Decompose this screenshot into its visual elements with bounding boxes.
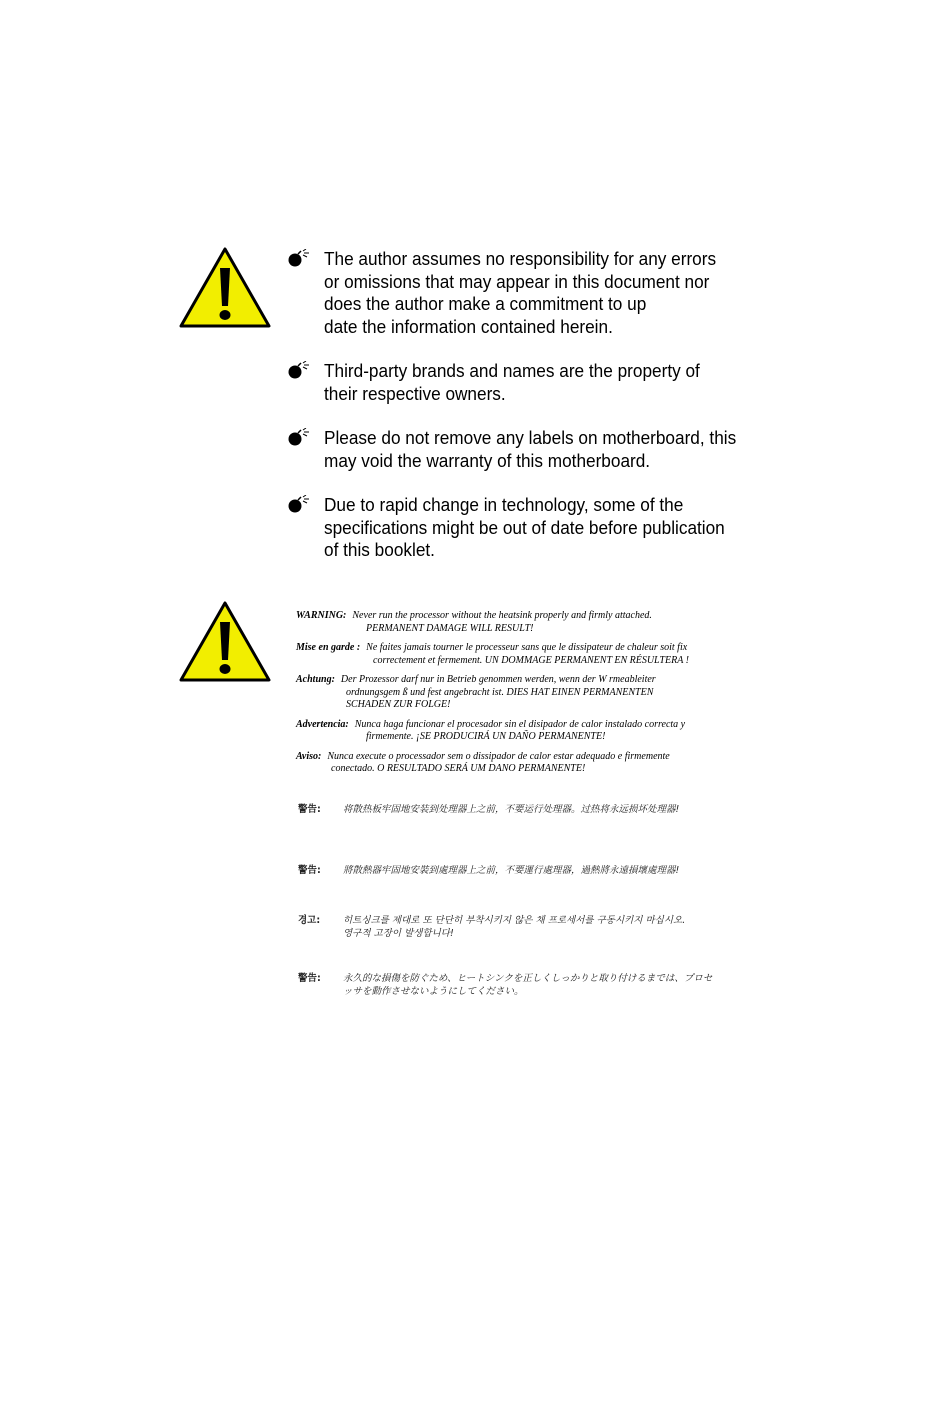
warning-text: ッサを動作させないようにしてください。 (343, 986, 524, 997)
warning-fr (296, 642, 746, 667)
bomb-bullet-icon (287, 428, 311, 446)
warning-text: 将散热板牢固地安装到处理器上之前，不要运行处理器。过热将永远损坏处理器! (343, 804, 680, 815)
warning-label: 警告: (298, 865, 321, 876)
text-line: does the author make a commitment to up (324, 293, 647, 314)
warning-text: SCHADEN ZUR FOLGE! (346, 699, 451, 710)
warning-text: conectado. O RESULTADO SERÁ UM DANO PERMANENTE! (331, 763, 586, 774)
list-item (287, 248, 807, 338)
warning-en (296, 610, 746, 635)
text-line: Please do not remove any labels on motherboard, this (324, 427, 737, 448)
warning-text: Der Prozessor darf nur in Betrieb genommen werden, wenn der W rmeableiter (340, 674, 656, 685)
warning-de (296, 674, 746, 712)
warning-text: Nunca execute o processador sem o dissipador de calor estar adequado e firmemente (327, 750, 670, 762)
bomb-bullet-icon (287, 249, 311, 267)
warning-text: 히트싱크를 제대로 또 단단히 부착시키지 않은 채 프로세서를 구동시키지 마십시오. (343, 915, 686, 926)
text-line: their respective owners. (324, 382, 506, 404)
text-line: date the information contained herein. (324, 315, 613, 337)
warning-text: firmemente. ¡SE PRODUCIRÁ UN DAÑO PERMANENTE! (366, 731, 606, 742)
warning-triangle-icon (178, 246, 272, 330)
warning-text: 永久的な損傷を防ぐため、ヒートシンクを正しくしっかりと取り付けるまでは、プロセ (343, 973, 713, 984)
list-item (287, 427, 807, 472)
warning-ja (298, 972, 758, 998)
text-line: The author assumes no responsibility for any errors (324, 248, 717, 269)
warning-label: 警告: (298, 973, 321, 984)
text-line: of this booklet. (324, 539, 435, 560)
list-item (287, 494, 807, 562)
warning-label: 警告: (298, 804, 321, 815)
warning-text: PERMANENT DAMAGE WILL RESULT! (366, 622, 534, 634)
warning-label: Achtung: (296, 674, 335, 685)
text-line: specifications might be out of date before publication (324, 516, 725, 538)
warning-text: correctement et fermement. UN DOMMAGE PERMANENT EN RÉSULTERA ! (373, 654, 689, 666)
text-line: or omissions that may appear in this document nor (324, 270, 710, 292)
text-line: Due to rapid change in technology, some of the (324, 494, 684, 515)
warning-text: Nunca haga funcionar el procesador sin el disipador de calor instalado correcta y (354, 718, 686, 730)
warning-label: Aviso: (296, 750, 322, 762)
warning-text: ordnungsgem ß und fest angebracht ist. DIES HAT EINEN PERMANENTEN (346, 686, 654, 698)
warning-text: Ne faites jamais tourner le processeur sans que le dissipateur de chaleur soit fix (366, 642, 688, 653)
disclaimer-list (287, 248, 807, 584)
heatsink-warnings (296, 610, 746, 783)
warning-label: Mise en garde : (296, 642, 361, 653)
warning-pt (296, 751, 746, 776)
warning-zh-tw (298, 864, 758, 877)
bomb-bullet-icon (287, 361, 311, 379)
text-line: Third-party brands and names are the property of (324, 360, 700, 381)
warning-label: Advertencia: (296, 718, 349, 730)
warning-label: 경고: (298, 915, 321, 926)
bomb-bullet-icon (287, 495, 311, 513)
warning-text: Never run the processor without the heatsink properly and firmly attached. (352, 610, 652, 621)
warning-triangle-icon (178, 600, 272, 684)
warning-text: 將散熱器牢固地安裝到處理器上之前，不要運行處理器，過熱將永遠損壞處理器! (343, 865, 680, 876)
warning-ko (298, 914, 758, 940)
list-item (287, 360, 807, 405)
warning-text: 영구적 고장이 발생합니다! (343, 928, 454, 939)
text-line: may void the warranty of this motherboard. (324, 449, 651, 471)
warning-label: WARNING: (296, 610, 347, 621)
warning-zh-cn (298, 803, 758, 816)
warning-es (296, 719, 746, 744)
